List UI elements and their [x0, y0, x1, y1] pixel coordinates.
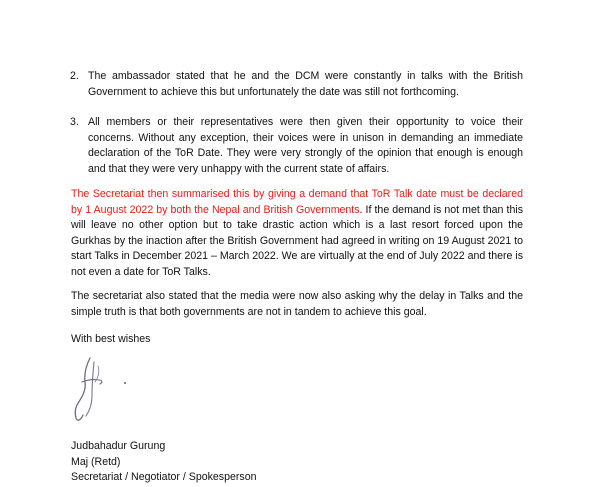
list-item-number: 3.	[70, 116, 79, 128]
closing-text: With best wishes	[71, 333, 151, 345]
demand-paragraph	[71, 187, 523, 281]
signatory-rank: Maj (Retd)	[71, 455, 121, 468]
media-paragraph: The secretariat also stated that the media were now also asking why the delay in Talks and the simple truth is that both governments are not in tandem to achieve this goal.	[71, 290, 523, 318]
list-item	[70, 69, 523, 100]
demand-highlight-text: The Secretariat then summarised this by giving a demand that ToR Talk date must be declared by 1 August 2022 by both the Nepal and British Governments	[71, 188, 523, 216]
list-item-text: The ambassador stated that he and the DCM were constantly in talks with the British Government to achieve this but unfortunately the date was still not forthcoming.	[88, 70, 523, 98]
list-item	[70, 115, 523, 177]
signature-block	[71, 439, 371, 486]
signatory-name: Judbahadur Gurung	[71, 440, 166, 452]
list-item-text: All members or their representatives were then given their opportunity to voice their concerns. Without any exception, their voices were in unison in demanding an immediate declaration of the ToR Date. They were very strongly of the opinion that enough is enough and that they were very unhappy with the current state of affairs.	[88, 116, 523, 175]
list-item-number: 2.	[70, 70, 79, 82]
handwritten-signature	[62, 352, 142, 432]
demand-rest-text: . If the demand is not met than this will leave no other option but to take drastic action which is a last resort forced upon the Gurkhas by the inaction after the British Government had agreed in writing on 19 August 2021 to start Talks in December 2021 – March 2022. We are virtually at the end of July 2022 and there is not even a date for ToR Talks.	[71, 203, 523, 278]
signatory-role: Secretariat / Negotiator / Spokesperson	[71, 471, 257, 484]
